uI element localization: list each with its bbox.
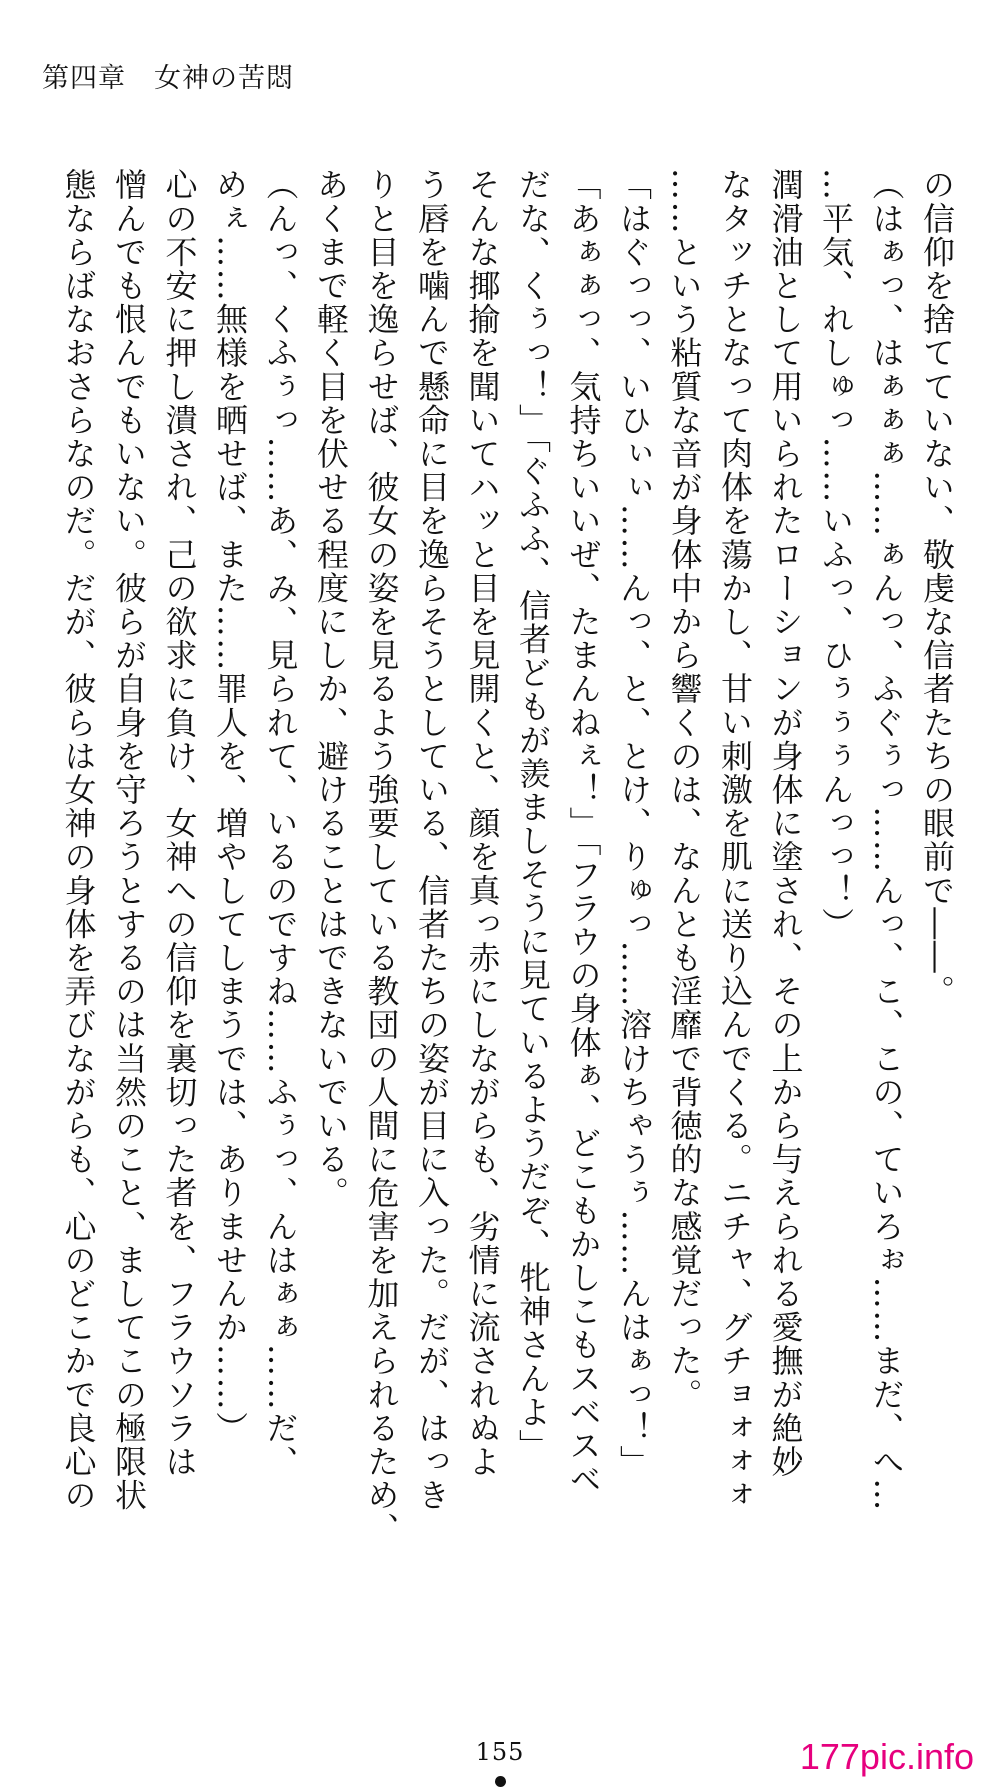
chapter-header [42,56,294,95]
watermark-text: 177pic.info [799,1736,974,1777]
text-column: う唇を噛んで懸命に目を逸らそうとしている、信者たちの姿が目に入った。だが、はっき [413,168,451,1512]
text-column: 憎んでも恨んでもいない。彼らが自身を守ろうとするのは当然のこと、ましてこの極限状 [110,168,148,1512]
vertical-body-text [22,168,962,1548]
chapter-title: 女神の苦悶 [154,63,294,94]
chapter-number: 第四章 [42,63,126,94]
text-column: ……という粘質な音が身体中から響くのは、なんとも淫靡で背徳的な感覚だった。 [665,168,704,1412]
text-column: 「はぐっっ、いひぃぃ……んっ、と、とけ、りゅっ……溶けちゃうぅ……んはぁっ！」 [615,168,653,1479]
text-column: 態ならばなおさらなのだ。だが、彼らは女神の身体を弄びながらも、心のどこかで良心の [59,168,98,1512]
text-column: 「あぁぁっ、気持ちいいぜ、たまんねぇ！」「フラウの身体ぁ、どこもかしこもスベスベ [564,168,603,1496]
text-column: 心の不安に押し潰され、己の欲求に負け、女神への信仰を裏切った者を、フラウソラは [160,168,199,1479]
text-column: （はぁっ、はぁぁぁ……ぁんっ、ふぐぅっ……んっ、こ、この、ていろぉ……まだ、へ… [867,168,906,1512]
page-marker-dot [495,1776,506,1787]
text-column: めぇ……無様を晒せば、また……罪人を、増やしてしまうでは、ありませんか……） [211,168,249,1445]
page-number: 155 [475,1738,525,1766]
text-column: そんな揶揄を聞いてハッと目を見開くと、顔を真っ赤にしながらも、劣情に流されぬよ [463,168,502,1479]
text-column: …平気、れしゅっ……いふっ、ひぅぅぅんっっ！） [817,168,855,941]
text-column: だな、くぅっ！」「ぐふふ、信者どもが羨ましそうに見ているようだぞ、牝神さんよ」 [514,168,552,1463]
text-column: の信仰を捨てていない、敬虔な信者たちの眼前で――。 [918,168,956,1008]
text-column: （んっ、くふぅっ……あ、み、見られて、いるのですね……ふぅっ、んはぁぁ……だ、 [261,168,300,1479]
text-column: あくまで軽く目を伏せる程度にしか、避けることはできないでいる。 [312,168,350,1210]
text-column: りと目を逸らせば、彼女の姿を見るよう強要している教団の人間に危害を加えられるため、 [362,168,401,1546]
text-column: なタッチとなって肉体を蕩かし、甘い刺激を肌に送り込んでくる。ニチャ、グチョォォォ [716,168,754,1512]
text-column: 潤滑油として用いられたローションが身体に塗され、その上から与えられる愛撫が絶妙 [766,168,805,1479]
